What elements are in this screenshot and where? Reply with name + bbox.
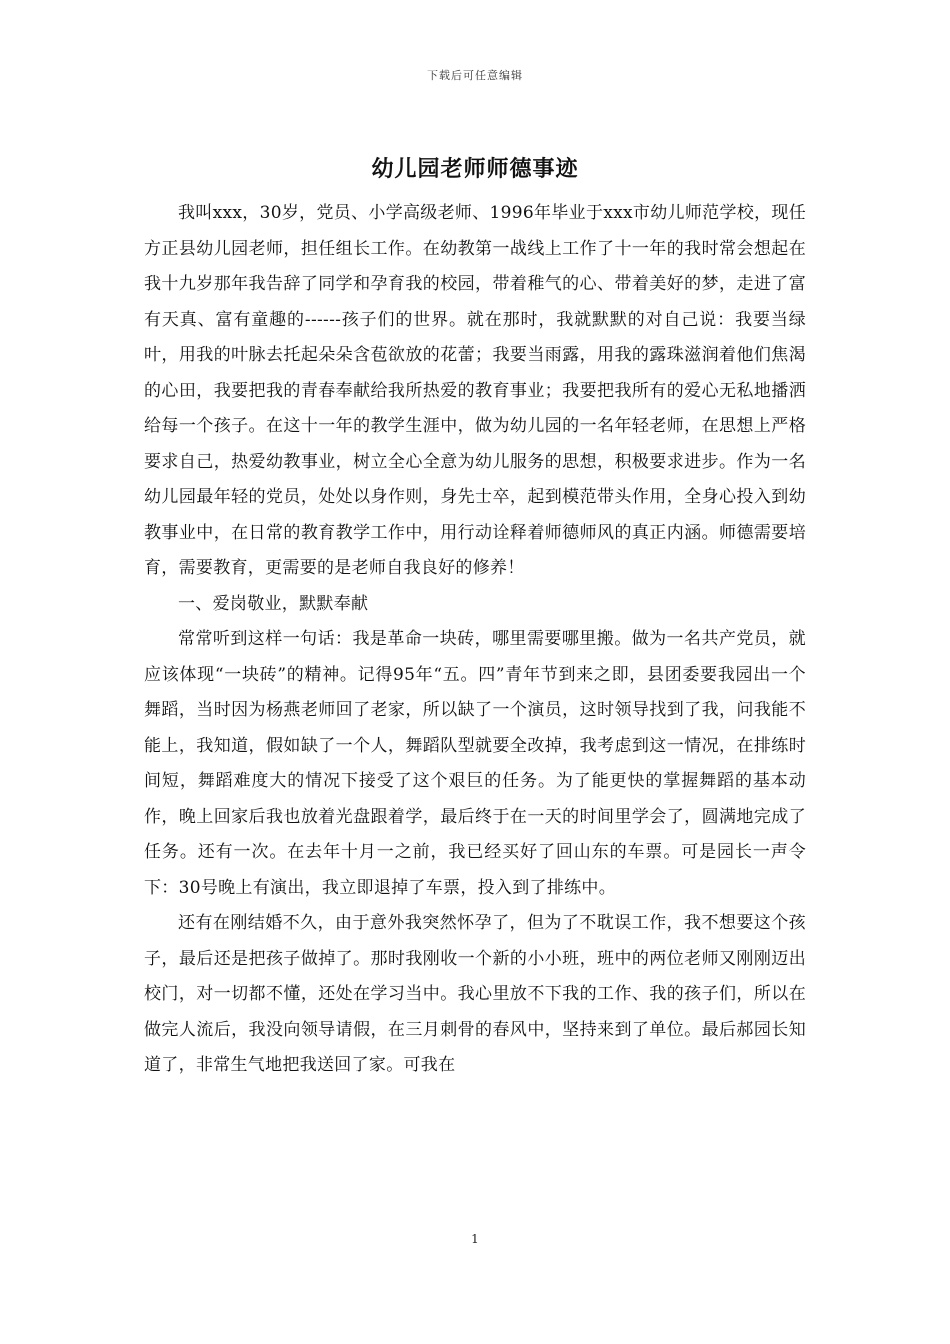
paragraph-sacrifice: 还有在刚结婚不久，由于意外我突然怀孕了，但为了不耽误工作，我不想要这个孩子，最后还是把孩子做掉了。那时我刚收一个新的小小班，班中的两位老师又刚刚迈出校门，对一切都不懂，还处在学习当中。我心里放不下我的工作、我的孩子们，所以在做完人流后，我没向领导请假，在三月刺骨的春风中，坚持来到了单位。最后郝园长知道了，非常生气地把我送回了家。可我在 <box>144 913 806 1075</box>
paragraph-intro: 我叫xxx，30岁，党员、小学高级老师、1996年毕业于xxx市幼儿师范学校，现任方正县幼儿园老师，担任组长工作。在幼教第一战线上工作了十一年的我时常会想起在我十九岁那年我告辞了同学和孕育我的校园，带着稚气的心、带着美好的梦，走进了富有天真、富有童趣的------孩子们的世界。就在那时，我就默默的对自己说：我要当绿叶，用我的叶脉去托起朵朵含苞欲放的花蕾；我要当雨露，用我的露珠滋润着他们焦渴的心田，我要把我的青春奉献给我所热爱的教育事业；我要把我所有的爱心无私地播洒给每一个孩子。在这十一年的教学生涯中，做为幼儿园的一名年轻老师，在思想上严格要求自己，热爱幼教事业，树立全心全意为幼儿服务的思想，积极要求进步。作为一名幼儿园最年轻的党员，处处以身作则，身先士卒，起到模范带头作用，全身心投入到幼教事业中，在日常的教育教学工作中，用行动诠释着师德师风的真正内涵。师德需要培育，需要教育，更需要的是老师自我良好的修养！ <box>144 203 806 578</box>
section-heading: 一、爱岗敬业，默默奉献 <box>178 593 369 614</box>
document-title: 幼儿园老师师德事迹 <box>371 156 579 182</box>
paragraph-dedication: 常常听到这样一句话：我是革命一块砖，哪里需要哪里搬。做为一名共产党员，就应该体现“一块砖”的精神。记得95年“五。四”青年节到来之即，县团委要我园出一个舞蹈，当时因为杨燕老师回了老家，所以缺了一个演员，这时领导找到了我，问我能不能上，我知道，假如缺了一个人，舞蹈队型就要全改掉，我考虑到这一情况，在排练时间短，舞蹈难度大的情况下接受了这个艰巨的任务。为了能更快的掌握舞蹈的基本动作，晚上回家后我也放着光盘跟着学，最后终于在一天的时间里学会了，圆满地完成了任务。还有一次。在去年十月一之前，我已经买好了回山东的车票。可是园长一声令下：30号晚上有演出，我立即退掉了车票，投入到了排练中。 <box>144 629 806 898</box>
page-number: 1 <box>471 1232 479 1246</box>
page-header: 下载后可任意编辑 <box>427 69 523 82</box>
document-body <box>144 196 806 1084</box>
